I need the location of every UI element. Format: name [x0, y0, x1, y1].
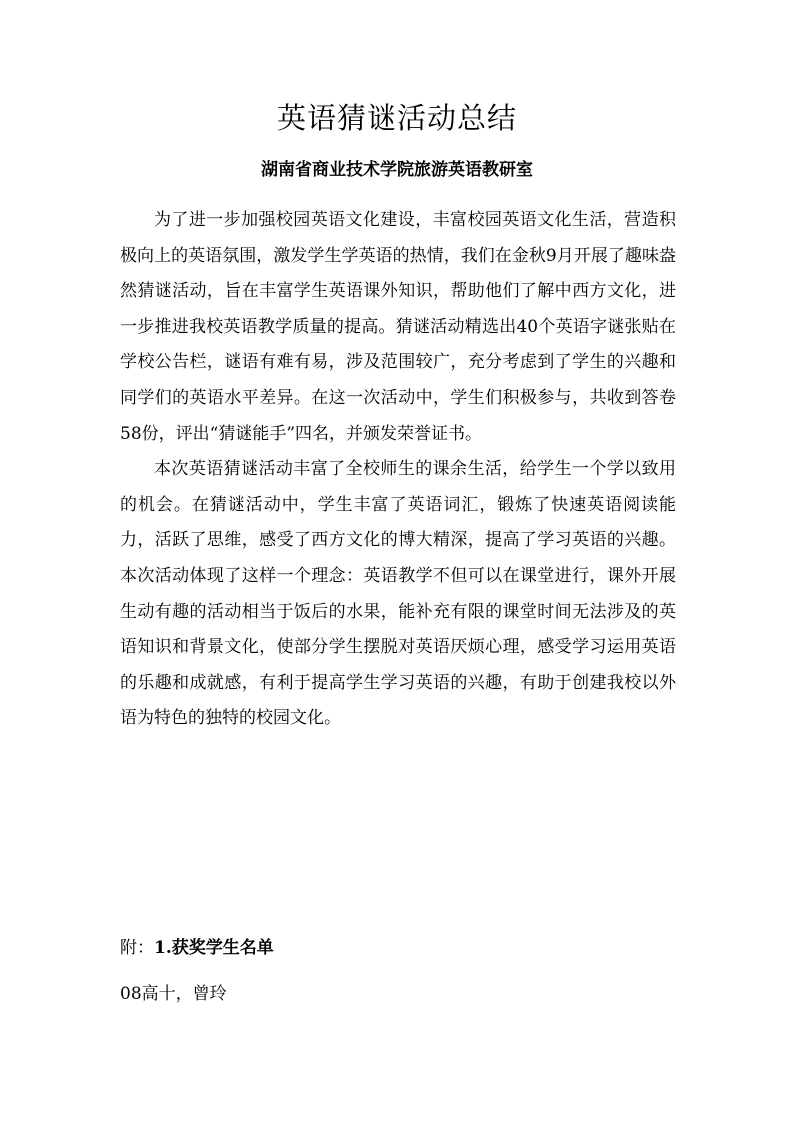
document-body — [120, 203, 676, 737]
appendix-line — [120, 934, 274, 962]
appendix-heading: 1.获奖学生名单 — [154, 938, 274, 958]
appendix-prefix: 附： — [120, 938, 154, 958]
document-subtitle: 湖南省商业技术学院旅游英语教研室 — [261, 160, 533, 180]
body-paragraph: 本次英语猜谜活动丰富了全校师生的课余生活，给学生一个学以致用的机会。在猜谜活动中，学生丰富了英语词汇，锻炼了快速英语阅读能力，活跃了思维，感受了西方文化的博大精深，提高了学习英语的兴趣。本次活动体现了这样一个理念：英语教学不但可以在课堂进行，课外开展生动有趣的活动相当于饭后的水果，能补充有限的课堂时间无法涉及的英语知识和背景文化，使部分学生摆脱对英语厌烦心理，感受学习运用英语的乐趣和成就感，有利于提高学生学习英语的兴趣，有助于创建我校以外语为特色的独特的校园文化。 — [120, 459, 676, 729]
winner-list-item: 08高十，曾玲 — [120, 984, 227, 1004]
body-paragraph: 为了进一步加强校园英语文化建设，丰富校园英语文化生活，营造积极向上的英语氛围，激发学生学英语的热情，我们在金秋9月开展了趣味盎然猜谜活动，旨在丰富学生英语课外知识，帮助他们了解中西方文化，进一步推进我校英语教学质量的提高。猜谜活动精选出40个英语字谜张贴在学校公告栏，谜语有难有易，涉及范围较广，充分考虑到了学生的兴趣和同学们的英语水平差异。在这一次活动中，学生们积极参与，共收到答卷58份，评出“猜谜能手”四名，并颁发荣誉证书。 — [120, 210, 676, 444]
document-title: 英语猜谜活动总结 — [276, 101, 517, 135]
